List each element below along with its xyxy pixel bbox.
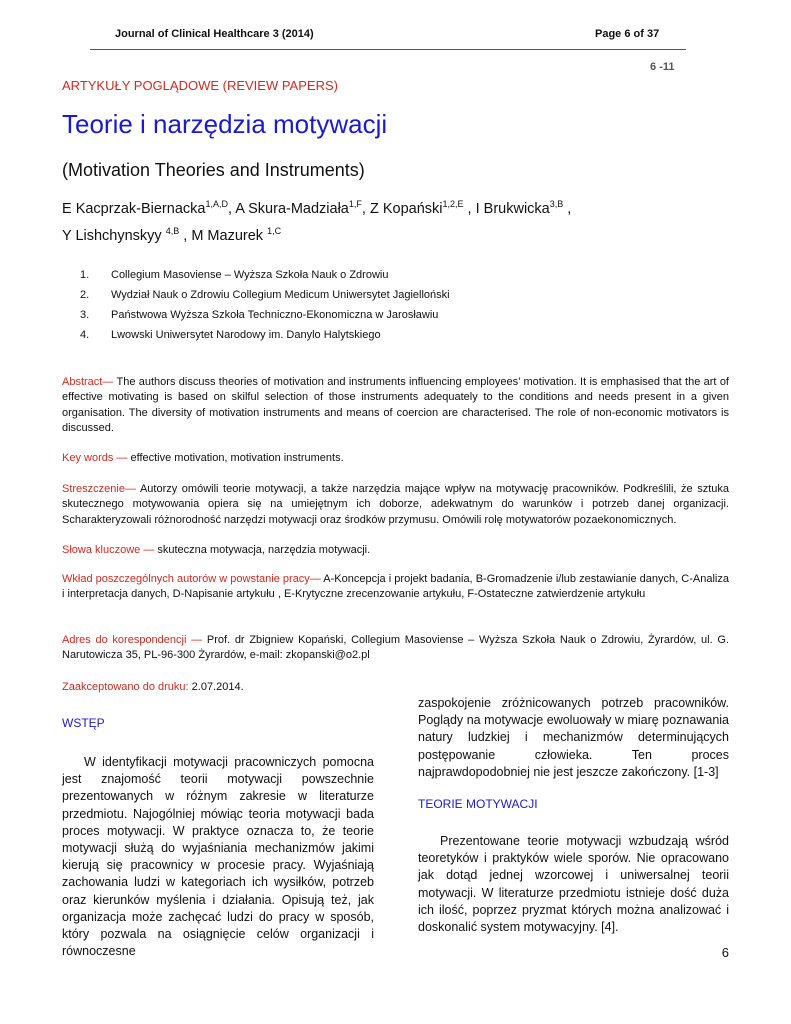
affiliation-number: 3. — [80, 309, 90, 321]
affiliation-item — [80, 269, 720, 281]
author-affiliation: 4,B — [165, 226, 180, 236]
section-heading-wstep: WSTĘP — [62, 716, 105, 730]
body-paragraph: W identyfikacji motywacji pracowniczych pomocna jest znajomość teorii motywacji powszechnie prezentowanych w różnym zakresie w literaturze przedmiotu. Najogólniej mówiąc teoria motywacji bada proces motywacji. W praktyce oznacza to, że teorie motywacji służą do wyjaśniania mechanizmów jakimi kierują się pracownicy w procesie pracy. Wyjaśniają zachowania ludzi w kategoriach ich wysiłków, potrzeb oraz kierunków myślenia i działania. Opisują też, jak organizacja może zachęcać ludzi do pracy w sposób, który pozwala na osiągnięcie celów organizacji i równoczesne — [62, 755, 374, 959]
adres-label: Adres do korespondencji — — [62, 634, 203, 646]
affiliation-number: 1. — [80, 269, 90, 281]
subtitle: (Motivation Theories and Instruments) — [62, 160, 365, 180]
slowa-kluczowe — [62, 543, 729, 558]
right-column-bottom — [418, 833, 729, 936]
keywords — [62, 451, 729, 466]
affiliation-item — [80, 289, 720, 301]
author-contributions — [62, 572, 729, 603]
page-number: 6 — [721, 945, 729, 960]
affiliation-number: 4. — [80, 329, 90, 341]
wklad-label: Wkład poszczególnych autorów w powstanie pracy— — [62, 573, 321, 585]
section-label: ARTYKUŁY POGLĄDOWE (REVIEW PAPERS) — [62, 78, 338, 93]
pages-range: 6 -11 — [650, 61, 675, 73]
author-name: A Skura-Madziała — [235, 201, 349, 217]
keywords-text: effective motivation, motivation instruments. — [127, 452, 344, 464]
affiliation-text: Collegium Masoviense – Wyższa Szkoła Nauk o Zdrowiu — [111, 269, 389, 281]
keywords-label: Key words — — [62, 452, 128, 464]
streszczenie — [62, 482, 729, 528]
author-separator: , — [361, 201, 370, 217]
author-separator: , — [227, 201, 236, 217]
author-affiliation: 1,C — [267, 226, 282, 236]
streszczenie-label: Streszczenie— — [62, 483, 136, 495]
page-title: Teorie i narzędzia motywacji — [62, 109, 388, 139]
author-affiliation: 1,2,E — [442, 199, 464, 209]
correspondence — [62, 633, 729, 664]
author-name: Z Kopański — [369, 201, 443, 217]
affiliation-text: Wydział Nauk o Zdrowiu Collegium Medicum Uniwersytet Jagielloński — [111, 289, 450, 301]
author-affiliation: 1,A,D — [205, 199, 228, 209]
affiliation-text: Lwowski Uniwersytet Narodowy im. Danylo Halytskiego — [111, 329, 381, 341]
author-separator: , — [179, 228, 192, 244]
author-name: E Kacprzak-Biernacka — [62, 201, 206, 217]
abstract-text: The authors discuss theories of motivation and instruments influencing employees’ motivation. It is emphasised that the art of effective motivating is based on skilful selection of those instruments adequately to the conditions and needs present in a given organisation. The diversity of motivation instruments and means of coercion are characterised. The role of non-economic motivators is discussed. — [62, 376, 729, 435]
body-paragraph: zaspokojenie zróżnicowanych potrzeb pracowników. Poglądy na motywacje ewoluowały w miarę poznawania natury ludzkiej i mechanizmów determinujących postępowanie człowieka. Ten proces najprawdopodobniej nie jest jeszcze zakończony. [1-3] — [418, 696, 729, 779]
affiliation-text: Państwowa Wyższa Szkoła Techniczno-Ekonomiczna w Jarosławiu — [111, 309, 439, 321]
author-affiliation: 1,F — [348, 199, 362, 209]
page-indicator: Page 6 of 37 — [595, 28, 660, 40]
authors-line-2 — [62, 226, 732, 244]
affiliation-item — [80, 309, 720, 321]
author-name: I Brukwicka — [475, 201, 550, 217]
left-column — [62, 754, 374, 960]
affiliation-number: 2. — [80, 289, 90, 301]
author-separator: , — [463, 201, 476, 217]
body-paragraph: Prezentowane teorie motywacji wzbudzają wśród teoretyków i praktyków wiele sporów. Nie opracowano jak dotąd jednej wzorcowej i uniwersalnej teorii motywacji. W literaturze przedmiotu istnieje dość duża ich ilość, poprzez pryzmat których można analizować i doskonalić system motywacyjny. [4]. — [418, 834, 729, 935]
zaakceptowano-text: 2.07.2014. — [188, 681, 244, 693]
author-affiliation: 3,B — [549, 199, 564, 209]
adres-text: Prof. dr Zbigniew Kopański, Collegium Masoviense – Wyższa Szkoła Nauk o Zdrowiu, Żyrardów, ul. G. Narutowicza 35, PL-96-300 Żyrardów, e-mail: zkopanski@o2.pl — [62, 634, 729, 662]
affiliation-item — [80, 329, 720, 341]
zaakceptowano-label: Zaakceptowano do druku: — [62, 681, 189, 693]
right-column-top — [418, 695, 729, 781]
slowa-text: skuteczna motywacja, narzędzia motywacji. — [154, 544, 371, 556]
author-name: M Mazurek — [191, 228, 264, 244]
author-separator: , — [563, 201, 572, 217]
accepted-date — [62, 680, 729, 695]
abstract — [62, 375, 729, 437]
abstract-label: Abstract— — [62, 376, 114, 388]
wklad-text: A-Koncepcja i projekt badania, B-Gromadzenie i/lub zestawianie danych, C-Analiza i interpretacja danych, D-Napisanie artykułu , E-Krytyczne zrecenzowanie artykułu, F-Ostateczne zatwierdzenie artykułu — [62, 573, 729, 601]
authors-line-1 — [62, 199, 732, 217]
journal-title: Journal of Clinical Healthcare 3 (2014) — [115, 28, 314, 40]
slowa-label: Słowa kluczowe — — [62, 544, 155, 556]
header-rule — [90, 49, 686, 50]
section-heading-teorie: TEORIE MOTYWACJI — [418, 797, 538, 811]
author-name: Y Lishchynskyy — [62, 228, 162, 244]
streszczenie-text: Autorzy omówili teorie motywacji, a także narzędzia mające wpływ na motywację pracowników. Podkreślili, że sztuka skutecznego motywowania opiera się na umiejętnym ich doborze, adekwatnym do warunków i potrzeb danej organizacji. Scharakteryzowali różnorodność narzędzi motywacji oraz środków przymusu. Omówili rolę motywatorów pozaekonomicznych. — [62, 483, 729, 526]
